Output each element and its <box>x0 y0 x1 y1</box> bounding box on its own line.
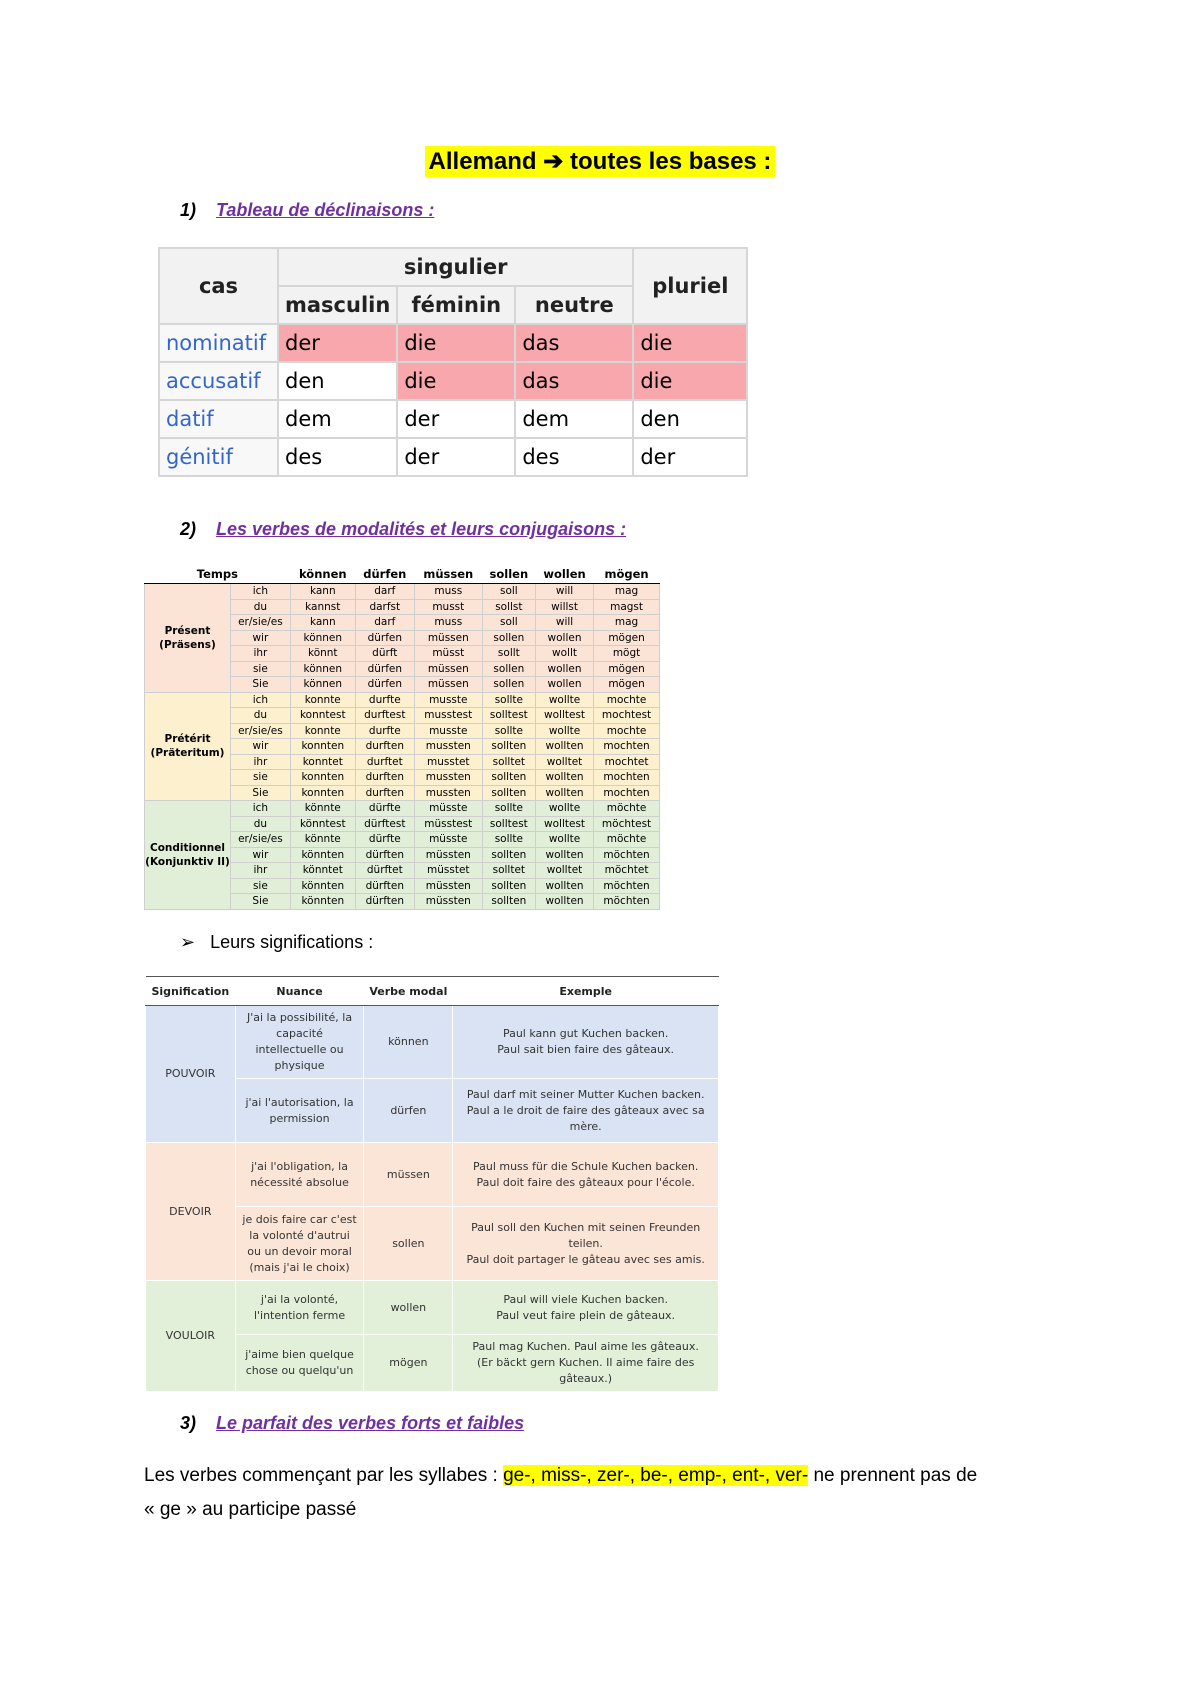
conjugation-cell: möchtest <box>594 816 660 832</box>
case-label: nominatif <box>159 324 278 362</box>
conjugation-cell: sollen <box>482 661 535 677</box>
cell-fem: die <box>397 362 515 400</box>
column-header: Signification <box>146 977 236 1006</box>
conjugation-cell: wollten <box>535 770 593 786</box>
conjugation-cell: will <box>535 615 593 631</box>
highlighted-prefixes: ge-, miss-, zer-, be-, emp-, ent-, ver- <box>503 1465 809 1486</box>
pronoun-cell: ihr <box>231 754 291 770</box>
conjugation-cell: könntet <box>290 863 355 879</box>
header-pluriel: pluriel <box>633 248 747 324</box>
conjugation-cell: mochtest <box>594 708 660 724</box>
conjugation-cell: konnte <box>290 692 355 708</box>
column-header: müssen <box>414 564 482 584</box>
example-french: Paul veut faire plein de gâteaux. <box>496 1308 676 1322</box>
tense-name: Présent <box>164 624 211 637</box>
conjugation-cell: mag <box>594 615 660 631</box>
modal-verb-cell: sollen <box>364 1207 453 1281</box>
table-row <box>146 1143 719 1207</box>
conjugation-cell: wolltet <box>535 863 593 879</box>
conjugation-cell: wollten <box>535 785 593 801</box>
conjugation-cell: konnten <box>290 770 355 786</box>
conjugation-cell: mochten <box>594 785 660 801</box>
column-header: dürfen <box>355 564 414 584</box>
pronoun-cell: ihr <box>231 863 291 879</box>
pronoun-cell: du <box>231 816 291 832</box>
tense-name-german: (Präsens) <box>159 638 216 651</box>
conjugation-cell: mochten <box>594 739 660 755</box>
conjugation-cell: mochte <box>594 723 660 739</box>
cell-neutre: dem <box>515 400 633 438</box>
section-label: Les verbes de modalités et leurs conjugaisons : <box>216 519 627 539</box>
conjugation-cell: möchte <box>594 801 660 817</box>
conjugation-cell: dürften <box>355 847 414 863</box>
pronoun-cell: Sie <box>231 785 291 801</box>
example-cell <box>453 1006 719 1079</box>
conjugation-cell: sollten <box>482 770 535 786</box>
conjugation-cell: musstet <box>414 754 482 770</box>
conjugation-cell: mag <box>594 584 660 600</box>
conjugation-cell: dürfen <box>355 630 414 646</box>
table-row <box>159 324 747 362</box>
example-french: Paul sait bien faire des gâteaux. <box>497 1043 675 1056</box>
conjugation-cell: konntet <box>290 754 355 770</box>
cell-neutre: das <box>515 324 633 362</box>
cell-pluriel: den <box>633 400 747 438</box>
tense-name-german: (Konjunktiv II) <box>145 855 230 868</box>
conjugation-cell: müsste <box>414 832 482 848</box>
conjugation-cell: dürfen <box>355 661 414 677</box>
conjugation-cell: könnte <box>290 832 355 848</box>
conjugation-cell: wollt <box>535 646 593 662</box>
pronoun-cell: ich <box>231 692 291 708</box>
page-title: Allemand ➔ toutes les bases : <box>425 146 776 177</box>
conjugation-cell: mochte <box>594 692 660 708</box>
pronoun-cell: Sie <box>231 677 291 693</box>
cell-masc: des <box>278 438 397 476</box>
nuance-cell: je dois faire car c'est la volonté d'autrui ou un devoir moral (mais j'ai le choix) <box>235 1207 364 1281</box>
conjugation-cell: müssen <box>414 630 482 646</box>
conjugation-cell: müssen <box>414 677 482 693</box>
pronoun-cell: ich <box>231 584 291 600</box>
conjugation-cell: dürfte <box>355 801 414 817</box>
conjugation-cell: müssten <box>414 878 482 894</box>
conjugation-cell: wollte <box>535 832 593 848</box>
example-german: Paul muss für die Schule Kuchen backen. <box>472 1159 699 1173</box>
conjugation-cell: musste <box>414 723 482 739</box>
conjugation-cell: sollt <box>482 646 535 662</box>
pronoun-cell: wir <box>231 630 291 646</box>
case-label: accusatif <box>159 362 278 400</box>
tense-name: Conditionnel <box>149 841 225 854</box>
column-header: Nuance <box>235 977 364 1006</box>
conjugation-cell: will <box>535 584 593 600</box>
pronoun-cell: wir <box>231 847 291 863</box>
conjugation-cell: sollen <box>482 630 535 646</box>
example-cell <box>453 1207 719 1281</box>
column-header: Verbe modal <box>364 977 453 1006</box>
conjugation-cell: durften <box>355 770 414 786</box>
pronoun-cell: ich <box>231 801 291 817</box>
conjugation-cell: müsst <box>414 646 482 662</box>
conjugation-cell: dürfte <box>355 832 414 848</box>
page-title-wrap <box>0 147 1200 176</box>
conjugation-cell: müssten <box>414 847 482 863</box>
header-feminin: féminin <box>397 286 515 324</box>
cell-masc: dem <box>278 400 397 438</box>
section-1-heading <box>180 200 434 221</box>
example-french: Paul doit faire des gâteaux pour l'école. <box>476 1175 695 1189</box>
section-number: 3) <box>180 1413 197 1433</box>
conjugation-cell: durftest <box>355 708 414 724</box>
conjugation-cell: sollten <box>482 878 535 894</box>
pronoun-cell: sie <box>231 878 291 894</box>
conjugation-cell: kann <box>290 615 355 631</box>
pronoun-cell: ihr <box>231 646 291 662</box>
conjugation-cell: mochten <box>594 770 660 786</box>
section-2-heading <box>180 519 626 540</box>
conjugation-cell: sollte <box>482 832 535 848</box>
conjugation-cell: durften <box>355 785 414 801</box>
cell-masc: den <box>278 362 397 400</box>
example-german: Paul darf mit seiner Mutter Kuchen backen. <box>466 1087 705 1101</box>
table-row <box>159 362 747 400</box>
example-german: Paul kann gut Kuchen backen. <box>502 1027 669 1040</box>
conjugation-cell: darfst <box>355 599 414 615</box>
table-row <box>146 1006 719 1079</box>
pronoun-cell: sie <box>231 770 291 786</box>
cell-pluriel: die <box>633 324 747 362</box>
declension-table <box>158 247 748 477</box>
cell-masc: der <box>278 324 397 362</box>
conjugation-cell: könnte <box>290 801 355 817</box>
conjugation-cell: darf <box>355 615 414 631</box>
conjugation-cell: wollen <box>535 661 593 677</box>
conjugation-cell: durften <box>355 739 414 755</box>
tense-name: Prétérit <box>164 733 211 746</box>
conjugation-cell: möchten <box>594 894 660 910</box>
conjugation-cell: mögen <box>594 661 660 677</box>
example-german: Paul will viele Kuchen backen. <box>503 1292 668 1306</box>
arrow-bullet-icon: ➢ <box>180 932 196 952</box>
conjugation-cell: sollen <box>482 677 535 693</box>
conjugation-cell: musstest <box>414 708 482 724</box>
conjugation-cell: müssten <box>414 894 482 910</box>
conjugation-cell: möchten <box>594 847 660 863</box>
conjugation-cell: soll <box>482 584 535 600</box>
conjugation-cell: solltest <box>482 708 535 724</box>
nuance-cell: j'ai la volonté, l'intention ferme <box>235 1281 364 1335</box>
tense-name-german: (Präteritum) <box>150 747 225 760</box>
conjugation-cell: wollten <box>535 878 593 894</box>
conjugation-cell: soll <box>482 615 535 631</box>
pronoun-cell: du <box>231 708 291 724</box>
conjugation-cell: sollst <box>482 599 535 615</box>
cell-fem: der <box>397 438 515 476</box>
paragraph-line-1 <box>144 1459 977 1493</box>
paragraph-line-2: « ge » au participe passé <box>144 1499 357 1520</box>
section-number: 1) <box>180 200 197 220</box>
section-label: Le parfait des verbes forts et faibles <box>216 1413 525 1433</box>
header-neutre: neutre <box>515 286 633 324</box>
conjugation-cell: solltet <box>482 863 535 879</box>
conjugation-cell: dürft <box>355 646 414 662</box>
conjugation-cell: mussten <box>414 785 482 801</box>
case-label: datif <box>159 400 278 438</box>
conjugation-cell: willst <box>535 599 593 615</box>
paragraph-text: Les verbes commençant par les syllabes : <box>144 1465 504 1486</box>
conjugation-cell: könntest <box>290 816 355 832</box>
conjugation-cell: wolltet <box>535 754 593 770</box>
table-row <box>159 400 747 438</box>
conjugation-cell: müsstet <box>414 863 482 879</box>
conjugation-cell: durfte <box>355 692 414 708</box>
conjugation-cell: wollen <box>535 630 593 646</box>
conjugation-cell: wolltest <box>535 708 593 724</box>
nuance-cell: j'aime bien quelque chose ou quelqu'un <box>235 1335 364 1392</box>
conjugation-cell: müssen <box>414 661 482 677</box>
conjugation-cell: kann <box>290 584 355 600</box>
conjugation-cell: dürfen <box>355 677 414 693</box>
conjugation-cell: mögt <box>594 646 660 662</box>
table-row <box>159 438 747 476</box>
conjugation-cell: mochtet <box>594 754 660 770</box>
conjugation-cell: musst <box>414 599 482 615</box>
conjugation-cell: mögen <box>594 677 660 693</box>
header-masculin: masculin <box>278 286 397 324</box>
conjugation-cell: wollte <box>535 723 593 739</box>
modal-verb-cell: können <box>364 1006 453 1079</box>
conjugation-cell: könnt <box>290 646 355 662</box>
conjugation-cell: dürftet <box>355 863 414 879</box>
column-header: Exemple <box>453 977 719 1006</box>
example-french: (Er bäckt gern Kuchen. Il aime faire des gâteaux.) <box>476 1356 695 1385</box>
section-label: Tableau de déclinaisons : <box>216 200 435 220</box>
pronoun-cell: er/sie/es <box>231 723 291 739</box>
tense-label <box>145 584 231 693</box>
meanings-table <box>145 976 719 1392</box>
conjugation-cell: wollten <box>535 739 593 755</box>
conjugation-cell: könnten <box>290 878 355 894</box>
section-3-heading <box>180 1413 524 1434</box>
conjugation-cell: möchtet <box>594 863 660 879</box>
pronoun-cell: du <box>231 599 291 615</box>
case-label: génitif <box>159 438 278 476</box>
conjugation-cell: kannst <box>290 599 355 615</box>
conjugation-cell: sollten <box>482 894 535 910</box>
conjugation-cell: können <box>290 677 355 693</box>
modal-verb-cell: dürfen <box>364 1079 453 1143</box>
cell-pluriel: der <box>633 438 747 476</box>
cell-fem: der <box>397 400 515 438</box>
conjugation-cell: konnten <box>290 739 355 755</box>
column-header: mögen <box>594 564 660 584</box>
conjugation-cell: können <box>290 661 355 677</box>
conjugation-cell: dürftest <box>355 816 414 832</box>
conjugation-cell: konntest <box>290 708 355 724</box>
pronoun-cell: er/sie/es <box>231 615 291 631</box>
nuance-cell: j'ai l'obligation, la nécessité absolue <box>235 1143 364 1207</box>
section-number: 2) <box>180 519 197 539</box>
tense-label <box>145 801 231 910</box>
example-german: Paul soll den Kuchen mit seinen Freunden teilen. <box>471 1220 701 1250</box>
conjugation-cell: wollen <box>535 677 593 693</box>
conjugation-cell: wollten <box>535 847 593 863</box>
modal-verb-cell: mögen <box>364 1335 453 1392</box>
conjugation-cell: könnten <box>290 894 355 910</box>
example-cell <box>453 1143 719 1207</box>
conjugation-cell: sollte <box>482 723 535 739</box>
conjugation-cell: sollten <box>482 847 535 863</box>
modal-verb-cell: müssen <box>364 1143 453 1207</box>
conjugation-cell: wollte <box>535 801 593 817</box>
column-header: Temps <box>145 564 291 584</box>
paragraph-text: ne prennent pas de <box>808 1465 978 1486</box>
conjugation-cell: möchten <box>594 878 660 894</box>
conjugation-cell: können <box>290 630 355 646</box>
signification-cell: VOULOIR <box>146 1281 236 1392</box>
table-row <box>145 801 660 817</box>
pronoun-cell: er/sie/es <box>231 832 291 848</box>
conjugation-cell: mögen <box>594 630 660 646</box>
pronoun-cell: sie <box>231 661 291 677</box>
nuance-cell: j'ai l'autorisation, la permission <box>235 1079 364 1143</box>
table-row <box>146 1281 719 1335</box>
conjugation-cell: wollten <box>535 894 593 910</box>
bullet-text: Leurs significations : <box>210 932 374 952</box>
conjugation-cell: konnten <box>290 785 355 801</box>
conjugation-cell: sollte <box>482 692 535 708</box>
conjugation-cell: müsstest <box>414 816 482 832</box>
example-cell <box>453 1335 719 1392</box>
column-header: sollen <box>482 564 535 584</box>
conjugation-cell: müsste <box>414 801 482 817</box>
modal-verb-cell: wollen <box>364 1281 453 1335</box>
cell-pluriel: die <box>633 362 747 400</box>
conjugation-table <box>144 564 660 910</box>
tense-label <box>145 692 231 801</box>
conjugation-cell: darf <box>355 584 414 600</box>
column-header: können <box>290 564 355 584</box>
table-row <box>145 584 660 600</box>
cell-fem: die <box>397 324 515 362</box>
example-french: Paul a le droit de faire des gâteaux avec sa mère. <box>466 1103 705 1133</box>
header-singulier: singulier <box>278 248 633 286</box>
conjugation-cell: wolltest <box>535 816 593 832</box>
conjugation-cell: musste <box>414 692 482 708</box>
cell-neutre: das <box>515 362 633 400</box>
conjugation-cell: muss <box>414 584 482 600</box>
conjugation-cell: dürften <box>355 878 414 894</box>
example-cell <box>453 1281 719 1335</box>
conjugation-cell: dürften <box>355 894 414 910</box>
conjugation-cell: konnte <box>290 723 355 739</box>
column-header: wollen <box>535 564 593 584</box>
table-row <box>145 692 660 708</box>
cell-neutre: des <box>515 438 633 476</box>
conjugation-cell: möchte <box>594 832 660 848</box>
pronoun-cell: wir <box>231 739 291 755</box>
conjugation-cell: mussten <box>414 739 482 755</box>
conjugation-cell: durfte <box>355 723 414 739</box>
conjugation-cell: muss <box>414 615 482 631</box>
example-german: Paul mag Kuchen. Paul aime les gâteaux. <box>472 1340 699 1353</box>
conjugation-cell: sollte <box>482 801 535 817</box>
conjugation-cell: sollten <box>482 739 535 755</box>
conjugation-cell: mussten <box>414 770 482 786</box>
conjugation-cell: wollte <box>535 692 593 708</box>
nuance-cell: J'ai la possibilité, la capacité intellectuelle ou physique <box>235 1006 364 1079</box>
signification-cell: POUVOIR <box>146 1006 236 1143</box>
example-cell <box>453 1079 719 1143</box>
example-french: Paul doit partager le gâteau avec ses amis. <box>466 1252 705 1266</box>
conjugation-cell: magst <box>594 599 660 615</box>
conjugation-cell: solltet <box>482 754 535 770</box>
conjugation-cell: sollten <box>482 785 535 801</box>
bullet-line <box>180 932 373 953</box>
header-cas: cas <box>159 248 278 324</box>
pronoun-cell: Sie <box>231 894 291 910</box>
conjugation-cell: solltest <box>482 816 535 832</box>
conjugation-cell: könnten <box>290 847 355 863</box>
signification-cell: DEVOIR <box>146 1143 236 1281</box>
conjugation-cell: durftet <box>355 754 414 770</box>
